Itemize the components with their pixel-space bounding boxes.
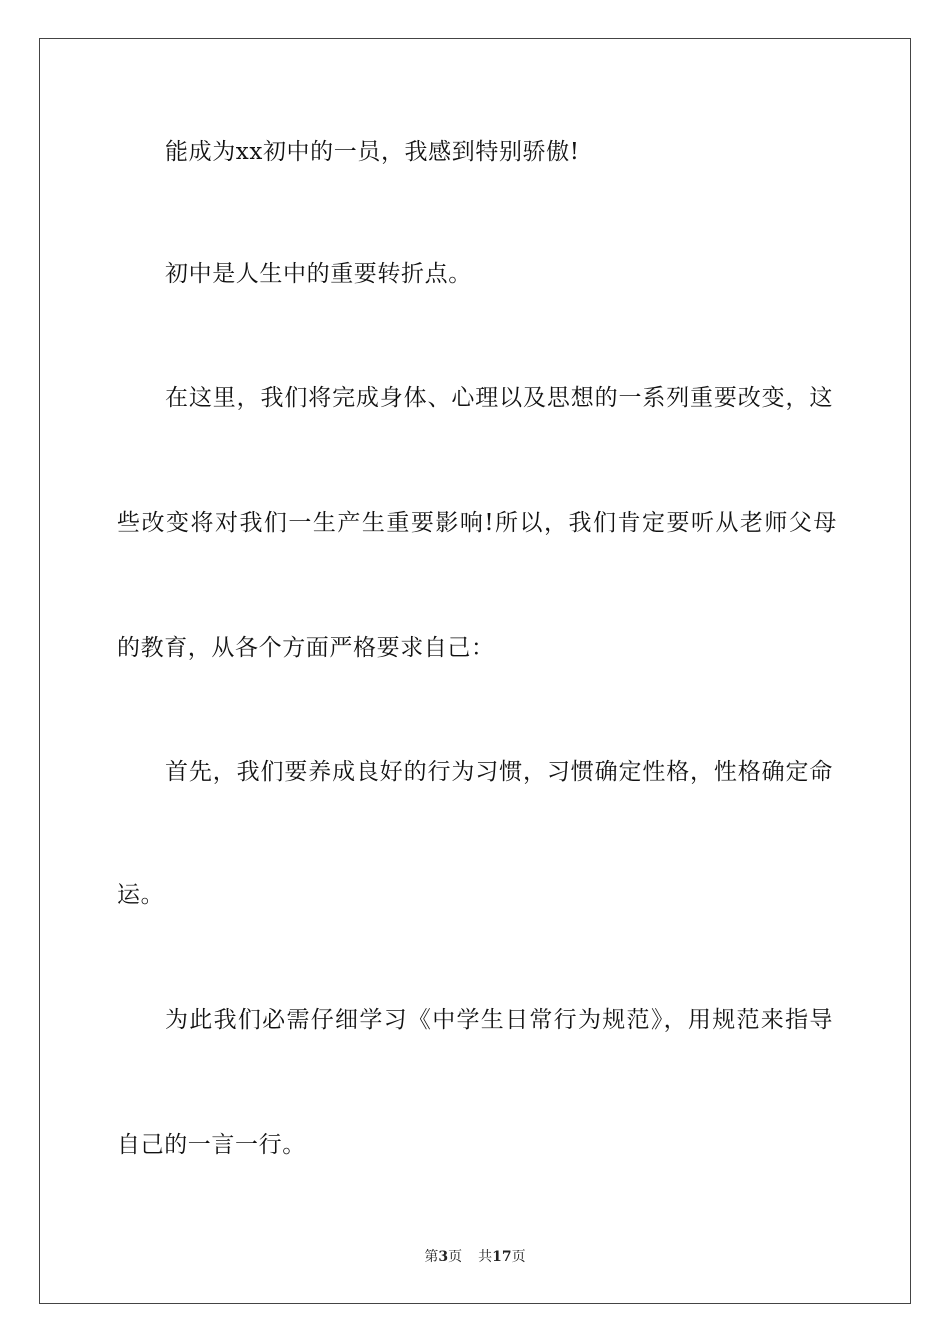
footer-page-prefix: 第 (424, 1249, 439, 1265)
paragraph-line-3: 在这里，我们将完成身体、心理以及思想的一系列重要改变，这 (165, 385, 833, 411)
paragraph-line-4: 些改变将对我们一生产生重要影响!所以，我们肯定要听从老师父母 (117, 510, 837, 536)
footer-page-number: 3 (438, 1249, 449, 1265)
page-border (39, 38, 911, 1304)
footer-page-suffix: 页 (448, 1249, 463, 1265)
paragraph-line-9: 自己的一言一行。 (117, 1132, 306, 1158)
paragraph-line-8: 为此我们必需仔细学习《中学生日常行为规范》，用规范来指导 (165, 1007, 833, 1033)
footer-total-suffix: 页 (511, 1249, 526, 1265)
paragraph-line-2: 初中是人生中的重要转折点。 (165, 261, 472, 287)
paragraph-line-5: 的教育，从各个方面严格要求自己： (117, 635, 495, 661)
paragraph-line-1: 能成为xx初中的一员，我感到特别骄傲! (165, 139, 580, 165)
footer-total-number: 17 (492, 1249, 512, 1265)
footer-total-prefix: 共 (478, 1249, 493, 1265)
paragraph-line-6: 首先，我们要养成良好的行为习惯，习惯确定性格，性格确定命 (165, 759, 833, 785)
page-footer (0, 1248, 950, 1266)
paragraph-line-7: 运。 (117, 882, 165, 908)
